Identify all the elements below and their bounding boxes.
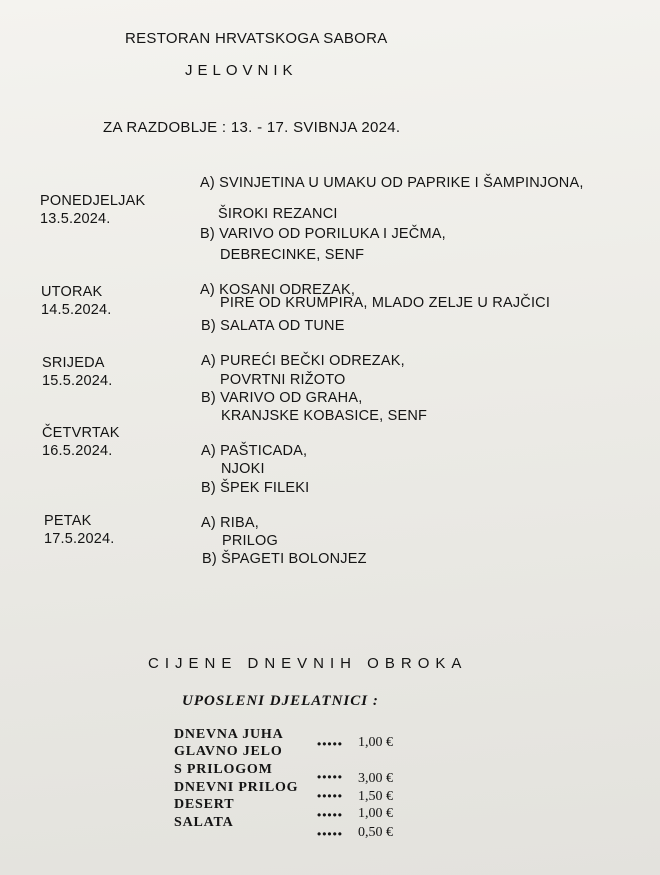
dish-line: A) KOSANI ODREZAK,	[200, 282, 356, 298]
day-name: PONEDJELJAK	[40, 193, 146, 209]
price-dots: •••••	[317, 827, 344, 841]
price-value: 3,00 €	[358, 771, 393, 786]
price-value: 0,50 €	[358, 825, 393, 840]
day-name: PETAK	[44, 513, 92, 529]
day-name: SRIJEDA	[42, 355, 105, 371]
dish-line: B) SALATA OD TUNE	[201, 318, 345, 334]
menu-period: ZA RAZDOBLJE : 13. - 17. SVIBNJA 2024.	[103, 119, 401, 136]
price-item: S PRILOGOM	[174, 762, 273, 777]
prices-title: CIJENE DNEVNIH OBROKA	[148, 655, 468, 672]
day-date: 13.5.2024.	[40, 211, 111, 227]
dish-line: DEBRECINKE, SENF	[220, 247, 365, 263]
dish-line: A) PUREĆI BEČKI ODREZAK,	[201, 353, 405, 369]
dish-line: A) PAŠTICADA,	[201, 443, 308, 459]
day-name: ČETVRTAK	[42, 425, 120, 441]
dish-line: B) VARIVO OD GRAHA,	[201, 390, 363, 406]
day-date: 14.5.2024.	[41, 302, 112, 318]
price-dots: •••••	[317, 770, 344, 784]
day-name: UTORAK	[41, 284, 103, 300]
price-dots: •••••	[317, 808, 344, 822]
price-item: DNEVNI PRILOG	[174, 780, 299, 795]
day-date: 16.5.2024.	[42, 443, 113, 459]
price-item: GLAVNO JELO	[174, 744, 283, 759]
dish-line: NJOKI	[221, 461, 265, 477]
dish-line: KRANJSKE KOBASICE, SENF	[221, 408, 428, 424]
dish-line: ŠIROKI REZANCI	[218, 206, 338, 222]
restaurant-name: RESTORAN HRVATSKOGA SABORA	[125, 30, 388, 47]
price-item: SALATA	[174, 815, 234, 830]
dish-line: A) RIBA,	[201, 515, 259, 531]
price-item: DNEVNA JUHA	[174, 727, 284, 742]
dish-line: B) ŠPAGETI BOLONJEZ	[202, 551, 367, 567]
price-value: 1,00 €	[358, 806, 393, 821]
price-dots: •••••	[317, 789, 344, 803]
dish-line: B) ŠPEK FILEKI	[201, 480, 310, 496]
price-value: 1,00 €	[358, 735, 393, 750]
price-dots: •••••	[317, 737, 344, 751]
dish-line: PRILOG	[222, 533, 278, 549]
dish-line: B) VARIVO OD PORILUKA I JEČMA,	[200, 226, 446, 242]
prices-subtitle: UPOSLENI DJELATNICI :	[182, 693, 379, 709]
day-date: 17.5.2024.	[44, 531, 115, 547]
price-item: DESERT	[174, 797, 235, 812]
menu-title: JELOVNIK	[185, 62, 298, 79]
price-value: 1,50 €	[358, 789, 393, 804]
day-date: 15.5.2024.	[42, 373, 113, 389]
dish-line: PIRE OD KRUMPIRA, MLADO ZELJE U RAJČICI	[220, 295, 551, 311]
dish-line: POVRTNI RIŽOTO	[220, 372, 346, 388]
dish-line: A) SVINJETINA U UMAKU OD PAPRIKE I ŠAMPINJONA,	[200, 175, 584, 191]
